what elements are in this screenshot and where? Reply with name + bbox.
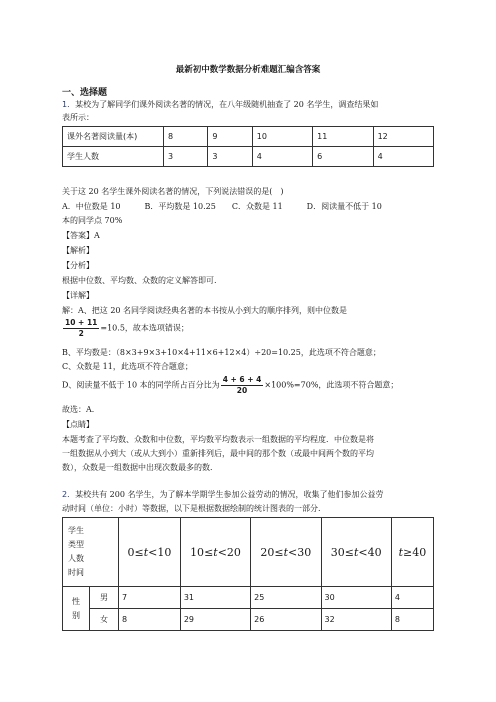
table-cell: 25 <box>251 587 321 609</box>
q2-stem-line2: 动时间（单位：小时）等数据，以下是根据数据绘制的统计图表的一部分. <box>62 504 321 513</box>
table-cell: 4 <box>252 147 312 167</box>
table-row <box>63 147 434 167</box>
q1-stem-line1: 1．某校为了解同学们课外阅读名著的情况，在八年级随机抽查了 20 名学生，调查结果如 <box>62 100 379 109</box>
table-cell: 8 <box>164 127 208 147</box>
q1-detail-tag: 【详解】 <box>62 291 94 300</box>
q1-review-line1: 本题考查了平均数、众数和中位数，平均数平均数表示一组数据的平均程度．中位数是将 <box>62 435 374 444</box>
table-cell: 12 <box>373 127 433 147</box>
time-range-header: t≥40 <box>391 518 433 587</box>
q2-number: 2． <box>62 490 76 499</box>
q2-labor-table <box>62 517 434 631</box>
q1-reading-table <box>62 126 434 167</box>
q1-detail-a-fraction-line: $\frac{10 + 11}{2}$ =10.5，故本选项错误； <box>65 318 189 338</box>
male-label: 男 <box>90 587 119 609</box>
q1-options-line2: 本的同学点 70% <box>62 216 123 225</box>
median-fraction: $\frac{10 + 11}{2}$ <box>65 318 98 338</box>
q1-answer: 【答案】A <box>62 231 100 240</box>
q1-detail-a: 解：A、把这 20 名同学阅读经典名著的本书按从小到大的顺序排列，则中位数是 <box>62 306 348 315</box>
q1-review-line2: 一组数据从小到大（或从大到小）重新排列后，最中间的那个数（或最中间两个数的平均 <box>62 449 374 458</box>
percent-fraction: $\frac{4 + 6 + 4}{20}$ <box>222 375 262 395</box>
time-range-header: 20≤t<30 <box>251 518 321 587</box>
q1-detail-b: B、平均数是：（8×3+9×3+10×4+11×6+12×4）÷20=10.25，此选项不符合题意； <box>62 348 381 357</box>
table-header-cell: 课外名著阅读量(本) <box>63 127 164 147</box>
table-cell: 9 <box>208 127 252 147</box>
table-cell: 4 <box>391 587 433 609</box>
q1-conclusion: 故选：A． <box>62 405 100 414</box>
q1-analysis-tag: 【解析】 <box>62 246 94 255</box>
section-heading: 一、选择题 <box>62 88 108 98</box>
q1-detail-d: D、阅读量不低于 10 本的同学所占百分比为 $\frac{4 + 6 + 4}{20}$ ×100%=70%，此选项不符合题意； <box>62 375 399 395</box>
q1-options-line1: A．中位数是 10 B．平均数是 10.25 C．众数是 11 D．阅读量不低于 10 <box>62 202 382 211</box>
table-row <box>63 127 434 147</box>
table-cell: 4 <box>373 147 433 167</box>
time-range-header: 30≤t<40 <box>321 518 391 587</box>
q2-stem-line1: 2．某校共有 200 名学生，为了解本学期学生参加公益劳动的情况，收集了他们参加公益劳 <box>62 490 384 499</box>
table-row <box>63 609 434 631</box>
q1-review-line3: 数），众数是一组数据中出现次数最多的数． <box>62 463 218 472</box>
table-row <box>63 587 434 609</box>
q1-detail-c: C、众数是 11，此选项不符合题意； <box>62 362 193 371</box>
time-range-header: 0≤t<10 <box>119 518 181 587</box>
q1-stem-line2: 表所示： <box>62 113 94 122</box>
table-cell: 11 <box>313 127 373 147</box>
table-row <box>63 518 434 587</box>
q1-fenxi-tag: 【分析】 <box>62 261 94 270</box>
female-label: 女 <box>90 609 119 631</box>
table-cell: 26 <box>251 609 321 631</box>
table-cell: 32 <box>321 609 391 631</box>
table-cell: 29 <box>180 609 250 631</box>
q1-fenxi-text: 根据中位数、平均数、众数的定义解答即可. <box>62 276 217 285</box>
document-title: 最新初中数学数据分析难题汇编含答案 <box>175 65 321 75</box>
table-cell: 3 <box>208 147 252 167</box>
gender-group-cell: 性 别 <box>63 587 90 631</box>
q1-question: 关于这 20 名学生课外阅读名著的情况，下列说法错误的是( ) <box>62 187 284 196</box>
table-cell: 7 <box>119 587 181 609</box>
q1-review-tag: 【点睛】 <box>62 420 94 429</box>
table-cell: 30 <box>321 587 391 609</box>
table-cell: 10 <box>252 127 312 147</box>
time-range-header: 10≤t<20 <box>180 518 250 587</box>
table-cell: 3 <box>164 147 208 167</box>
table-corner-cell: 学生 类型 人数 时间 <box>63 518 119 587</box>
q1-number: 1． <box>62 100 76 109</box>
table-cell: 8 <box>391 609 433 631</box>
table-cell: 6 <box>313 147 373 167</box>
table-cell: 31 <box>180 587 250 609</box>
table-header-cell: 学生人数 <box>63 147 164 167</box>
table-cell: 8 <box>119 609 181 631</box>
